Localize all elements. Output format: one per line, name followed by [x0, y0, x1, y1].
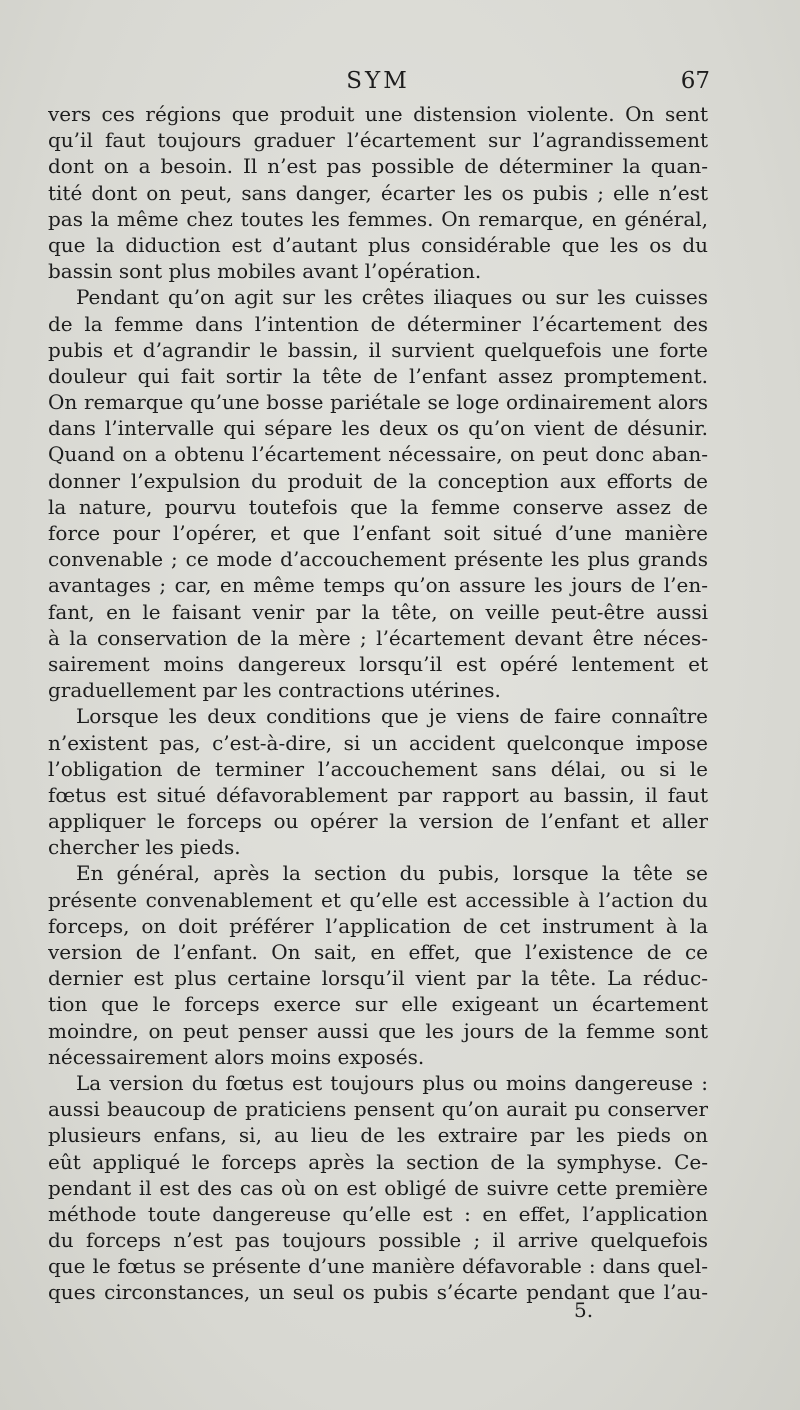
text-line: appliquer le forceps ou opérer la version de l’enfant et aller: [48, 809, 708, 834]
text-line: n’existent pas, c’est-à-dire, si un accident quelconque impose: [48, 730, 708, 755]
text-line: l’obligation de terminer l’accouchement sans délai, ou si le: [48, 756, 708, 781]
text-line: dernier est plus certaine lorsqu’il vient par la tête. La réduc-: [48, 966, 708, 991]
text-line: qu’il faut toujours graduer l’écartement sur l’agrandissement: [48, 128, 708, 153]
text-line: plusieurs enfans, si, au lieu de les extraire par les pieds on: [48, 1123, 708, 1148]
running-head: SYM: [346, 68, 410, 94]
signature-mark: 5.: [574, 1298, 594, 1322]
text-line: la nature, pourvu toutefois que la femme conserve assez de: [48, 494, 708, 519]
text-line: moindre, on peut penser aussi que les jours de la femme sont: [48, 1018, 708, 1043]
body-text: [48, 101, 708, 1306]
text-line: version de l’enfant. On sait, en effet, que l’existence de ce: [48, 940, 708, 964]
text-line: présente convenablement et qu’elle est accessible à l’action du: [48, 887, 708, 912]
text-line: à la conservation de la mère ; l’écartement devant être néces-: [48, 625, 708, 650]
text-line: On remarque qu’une bosse pariétale se loge ordinairement alors: [48, 390, 708, 415]
text-line: Quand on a obtenu l’écartement nécessaire, on peut donc aban-: [48, 442, 708, 467]
text-line: vers ces régions que produit une distension violente. On sent: [48, 102, 708, 126]
text-line: tion que le forceps exerce sur elle exigeant un écartement: [48, 992, 708, 1017]
text-line: que le fœtus se présente d’une manière défavorable : dans quel-: [48, 1254, 708, 1279]
text-line: bassin sont plus mobiles avant l’opération.: [48, 259, 482, 284]
text-line: pubis et d’agrandir le bassin, il survient quelquefois une forte: [48, 337, 708, 362]
text-line: chercher les pieds.: [48, 835, 241, 860]
text-line: graduellement par les contractions utérines.: [48, 678, 501, 703]
text-line: nécessairement alors moins exposés.: [48, 1044, 425, 1069]
text-line: Lorsque les deux conditions que je viens de faire connaître: [76, 704, 708, 729]
text-line: forceps, on doit préférer l’application de cet instrument à la: [48, 913, 708, 938]
page-header: [48, 68, 708, 104]
text-line: du forceps n’est pas toujours possible ; il arrive quelquefois: [48, 1228, 708, 1253]
text-line: fant, en le faisant venir par la tête, on veille peut-être aussi: [48, 599, 708, 624]
text-line: convenable ; ce mode d’accouchement présente les plus grands: [48, 547, 708, 572]
text-line: que la diduction est d’autant plus considérable que les os du: [48, 232, 708, 257]
text-line: méthode toute dangereuse qu’elle est : en effet, l’application: [48, 1201, 708, 1226]
text-line: dans l’intervalle qui sépare les deux os qu’on vient de désunir.: [48, 416, 708, 441]
page-number: 67: [680, 68, 710, 94]
text-line: force pour l’opérer, et que l’enfant soit situé d’une manière: [48, 521, 708, 545]
text-line: ques circonstances, un seul os pubis s’écarte pendant que l’au-: [48, 1280, 708, 1305]
text-line: dont on a besoin. Il n’est pas possible de déterminer la quan-: [48, 154, 708, 179]
text-line: La version du fœtus est toujours plus ou moins dangereuse :: [76, 1070, 708, 1095]
text-line: douleur qui fait sortir la tête de l’enfant assez promptement.: [48, 363, 708, 388]
text-line: tité dont on peut, sans danger, écarter les os pubis ; elle n’est: [48, 180, 708, 205]
text-line: de la femme dans l’intention de déterminer l’écartement des: [48, 311, 708, 336]
text-line: eût appliqué le forceps après la section de la symphyse. Ce-: [48, 1149, 708, 1174]
text-line: Pendant qu’on agit sur les crêtes iliaques ou sur les cuisses: [76, 285, 708, 310]
text-line: pendant il est des cas où on est obligé de suivre cette première: [48, 1175, 708, 1200]
text-line: aussi beaucoup de praticiens pensent qu’on aurait pu conserver: [48, 1097, 708, 1122]
text-line: fœtus est situé défavorablement par rapport au bassin, il faut: [48, 782, 708, 807]
text-line: pas la même chez toutes les femmes. On remarque, en général,: [48, 206, 708, 231]
text-line: donner l’expulsion du produit de la conception aux efforts de: [48, 468, 708, 493]
text-line: sairement moins dangereux lorsqu’il est opéré lentement et: [48, 651, 708, 676]
text-line: avantages ; car, en même temps qu’on assure les jours de l’en-: [48, 573, 708, 598]
text-line: En général, après la section du pubis, lorsque la tête se: [76, 861, 708, 886]
